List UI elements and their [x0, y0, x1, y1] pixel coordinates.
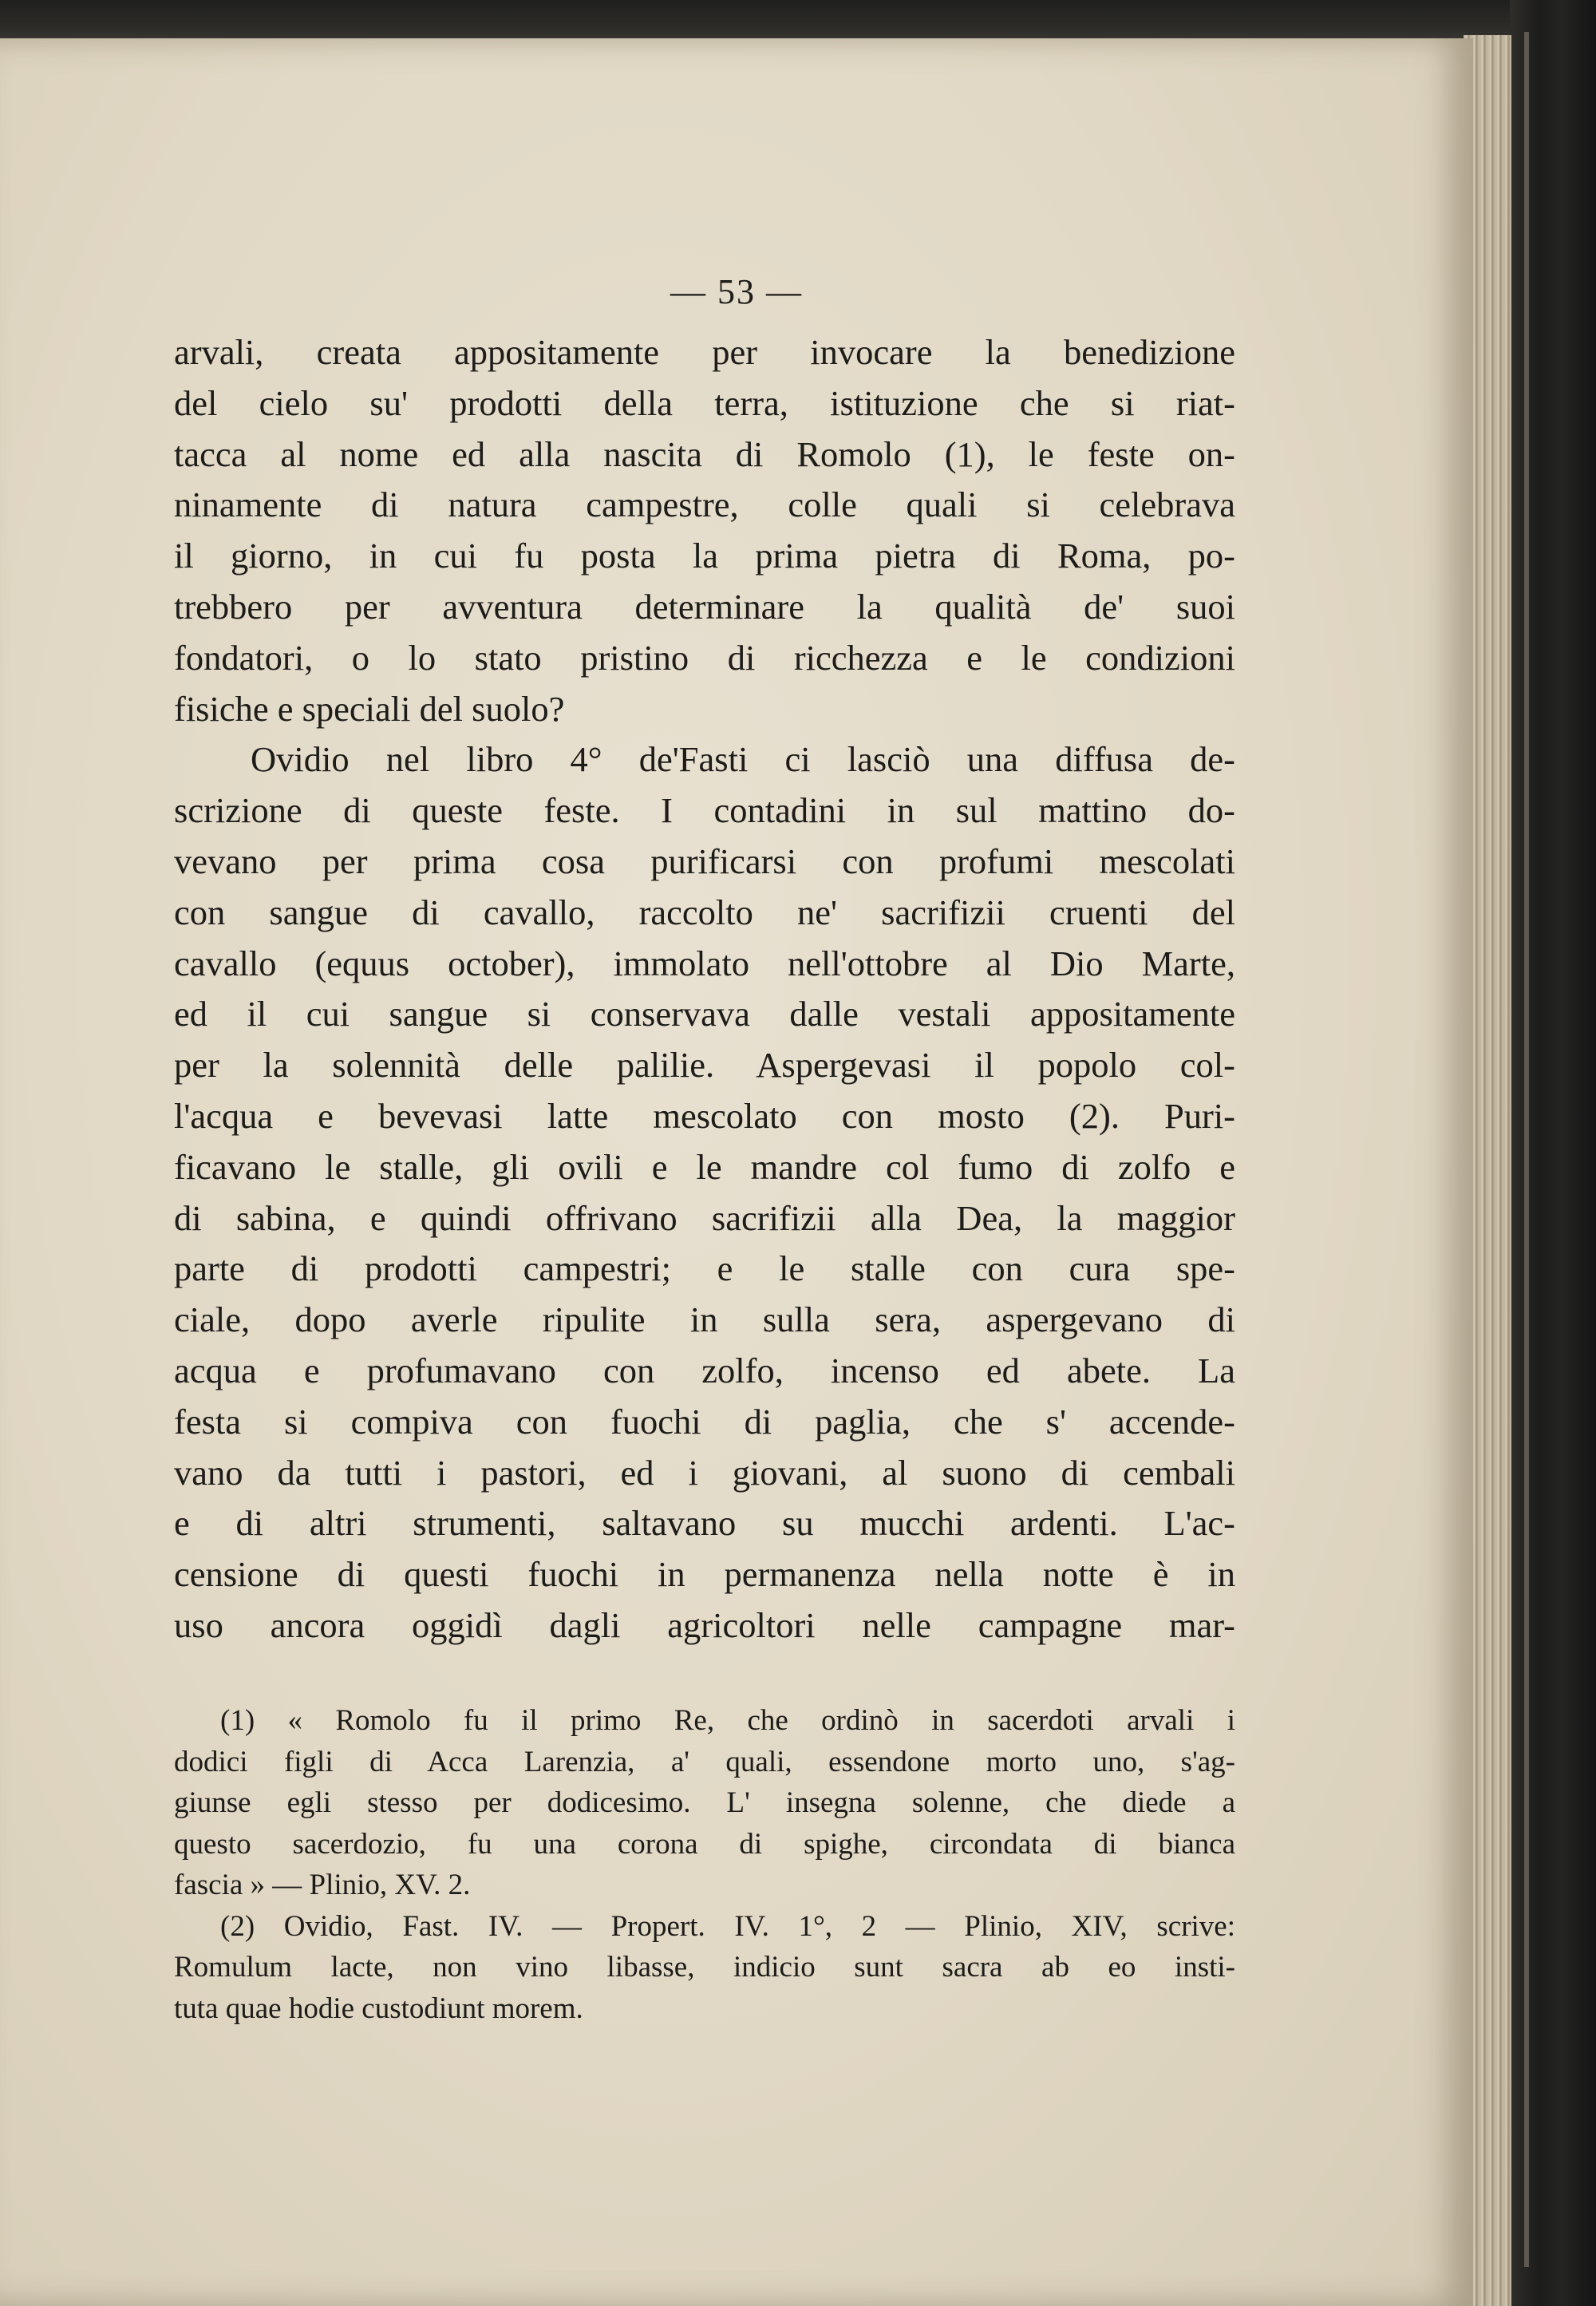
- footnote-line: giunse egli stesso per dodicesimo. L' insegna solenne, che diede a: [174, 1786, 1235, 1819]
- body-line: censione di questi fuochi in permanenza nella notte è in: [174, 1554, 1235, 1595]
- body-line: festa si compiva con fuochi di paglia, che s' accende-: [174, 1401, 1235, 1442]
- footnote-line: tuta quae hodie custodiunt morem.: [174, 1992, 583, 2025]
- body-line: il giorno, in cui fu posta la prima pietra di Roma, po-: [174, 536, 1235, 576]
- body-text: [174, 327, 1235, 1651]
- footnote-line: questo sacerdozio, fu una corona di spighe, circondata di bianca: [174, 1827, 1235, 1861]
- body-line: parte di prodotti campestri; e le stalle con cura spe-: [174, 1248, 1235, 1289]
- footnotes: [174, 1700, 1235, 2029]
- body-line: ficavano le stalle, gli ovili e le mandre col fumo di zolfo e: [174, 1146, 1235, 1187]
- body-line: ninamente di natura campestre, colle quali si celebrava: [174, 485, 1235, 525]
- body-line: fondatori, o lo stato pristino di ricchezza e le condizioni: [174, 637, 1235, 678]
- scan-background-top: [0, 0, 1596, 42]
- footnote-line: Romulum lacte, non vino libasse, indicio sunt sacra ab eo insti-: [174, 1951, 1235, 1984]
- body-line: acqua e profumavano con zolfo, incenso ed abete. La: [174, 1350, 1235, 1390]
- body-line: uso ancora oggidì dagli agricoltori nelle campagne mar-: [174, 1604, 1235, 1645]
- body-line: per la solennità delle palilie. Aspergevasi il popolo col-: [174, 1045, 1235, 1086]
- body-line: cavallo (equus october), immolato nell'ottobre al Dio Marte,: [174, 943, 1235, 983]
- body-line: vevano per prima cosa purificarsi con profumi mescolati: [174, 841, 1235, 881]
- body-line: scrizione di queste feste. I contadini in sul mattino do-: [174, 790, 1235, 831]
- page-number: — 53 —: [670, 272, 803, 311]
- body-line: tacca al nome ed alla nascita di Romolo (1), le feste on-: [174, 433, 1235, 474]
- body-line: fisiche e speciali del suolo?: [174, 688, 565, 729]
- footnote-line: dodici figli di Acca Larenzia, a' quali, essendone morto uno, s'ag-: [174, 1745, 1235, 1778]
- book-page: [0, 38, 1473, 2306]
- footnote-line: fascia » — Plinio, XV. 2.: [174, 1869, 471, 1901]
- body-line: di sabina, e quindi offrivano sacrifizii alla Dea, la maggior: [174, 1197, 1235, 1238]
- body-line: ciale, dopo averle ripulite in sulla sera, aspergevano di: [174, 1299, 1235, 1340]
- body-line: arvali, creata appositamente per invocare la benedizione: [174, 332, 1235, 372]
- body-line: Ovidio nel libro 4° de'Fasti ci lasciò una diffusa de-: [251, 739, 1235, 780]
- body-line: ed il cui sangue si conservava dalle vestali appositamente: [174, 994, 1235, 1034]
- body-line: con sangue di cavallo, raccolto ne' sacrifizii cruenti del: [174, 892, 1235, 932]
- body-line: trebbero per avventura determinare la qualità de' suoi: [174, 586, 1235, 627]
- footnote-line: (1) « Romolo fu il primo Re, che ordinò in sacerdoti arvali i: [220, 1704, 1235, 1737]
- book-cover-edge: [1510, 0, 1596, 2306]
- body-line: e di altri strumenti, saltavano su mucchi ardenti. L'ac-: [174, 1503, 1235, 1544]
- body-line: l'acqua e bevevasi latte mescolato con mosto (2). Puri-: [174, 1095, 1235, 1136]
- body-line: del cielo su' prodotti della terra, istituzione che si riat-: [174, 382, 1235, 423]
- footnote-line: (2) Ovidio, Fast. IV. — Propert. IV. 1°, 2 — Plinio, XIV, scrive:: [220, 1909, 1235, 1943]
- body-line: vano da tutti i pastori, ed i giovani, al suono di cembali: [174, 1452, 1235, 1493]
